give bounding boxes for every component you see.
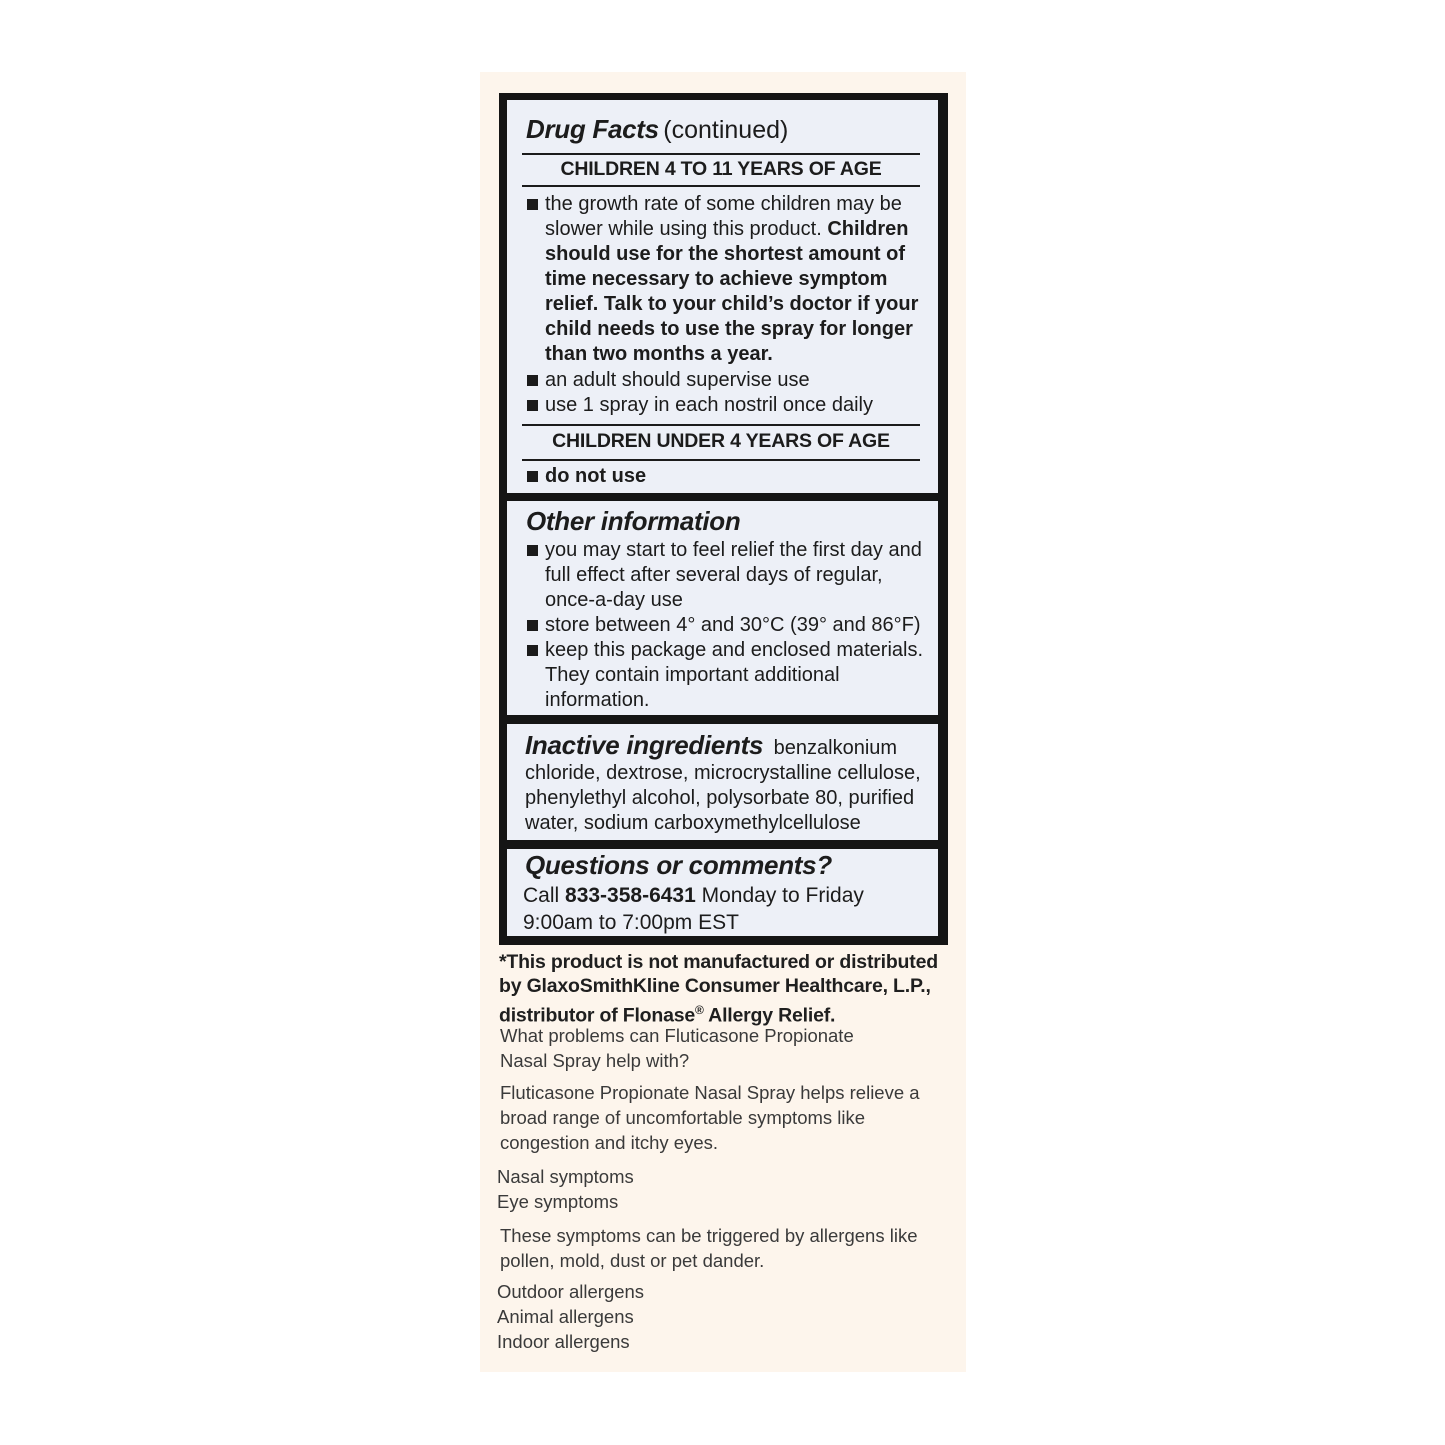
info-question: What problems can Fluticasone Propionate Nasal Spray help with? (500, 1025, 854, 1071)
relief-item: you may start to feel relief the first day and full effect after several days of regular, once-a-day use (545, 539, 922, 611)
dosage-item: use 1 spray in each nostril once daily (545, 394, 873, 416)
rule (522, 185, 920, 187)
triggers-text: These symptoms can be triggered by allergens like pollen, mold, dust or pet dander. (500, 1225, 918, 1271)
inactive-ingredients-list: chloride, dextrose, microcrystalline cellulose, phenylethyl alcohol, polysorbate 80, purified water, sodium carboxymethylcellulose (525, 762, 921, 834)
phone-number: 833-358-6431 (565, 884, 696, 907)
bullet-icon (527, 199, 538, 210)
list-item: Outdoor allergens (497, 1281, 645, 1302)
other-information-heading: Other information (526, 506, 741, 536)
info-answer: Fluticasone Propionate Nasal Spray helps relieve a broad range of uncomfortable symptoms like congestion and itchy eyes. (500, 1082, 920, 1153)
rule (522, 424, 920, 426)
questions-heading: Questions or comments? (525, 850, 832, 880)
children-under-4-heading: CHILDREN UNDER 4 YEARS OF AGE (552, 430, 890, 452)
list-item: Animal allergens (497, 1306, 634, 1327)
children-4-11-heading: CHILDREN 4 TO 11 YEARS OF AGE (560, 158, 882, 180)
rule (522, 459, 920, 461)
bullet-icon (527, 400, 538, 411)
keep-package-item: keep this package and enclosed materials. They contain important additional information. (545, 639, 924, 711)
drug-facts-title: Drug Facts (continued) (526, 114, 789, 144)
do-not-use-item: do not use (545, 465, 647, 487)
list-item: Eye symptoms (497, 1191, 619, 1212)
inactive-ingredients-first-line: Inactive ingredients benzalkonium (525, 730, 898, 760)
growth-warning: the growth rate of some children may be slower while using this product. Children should use for the shortest amount of time necessary to achieve symptom relief. Talk to your child’s doctor if your child needs to use the spray for longer than two months a year. (545, 193, 919, 365)
supervise-item: an adult should supervise use (545, 369, 810, 391)
contact-info: Call 833-358-6431 Monday to Friday 9:00am to 7:00pm EST (523, 884, 864, 934)
allergen-list (497, 1279, 644, 1354)
bullet-icon (527, 620, 538, 631)
disclaimer: *This product is not manufactured or distributed by GlaxoSmithKline Consumer Healthcare, L.P., distributor of Flonase® Allergy Relief. (499, 951, 938, 1027)
bullet-icon (527, 471, 538, 482)
bullet-icon (527, 645, 538, 656)
storage-item: store between 4° and 30°C (39° and 86°F) (545, 614, 921, 636)
bullet-icon (527, 545, 538, 556)
bullet-icon (527, 375, 538, 386)
rule (522, 153, 920, 155)
list-item: Nasal symptoms (497, 1166, 634, 1187)
symptom-list (497, 1164, 634, 1214)
list-item: Indoor allergens (497, 1331, 630, 1352)
